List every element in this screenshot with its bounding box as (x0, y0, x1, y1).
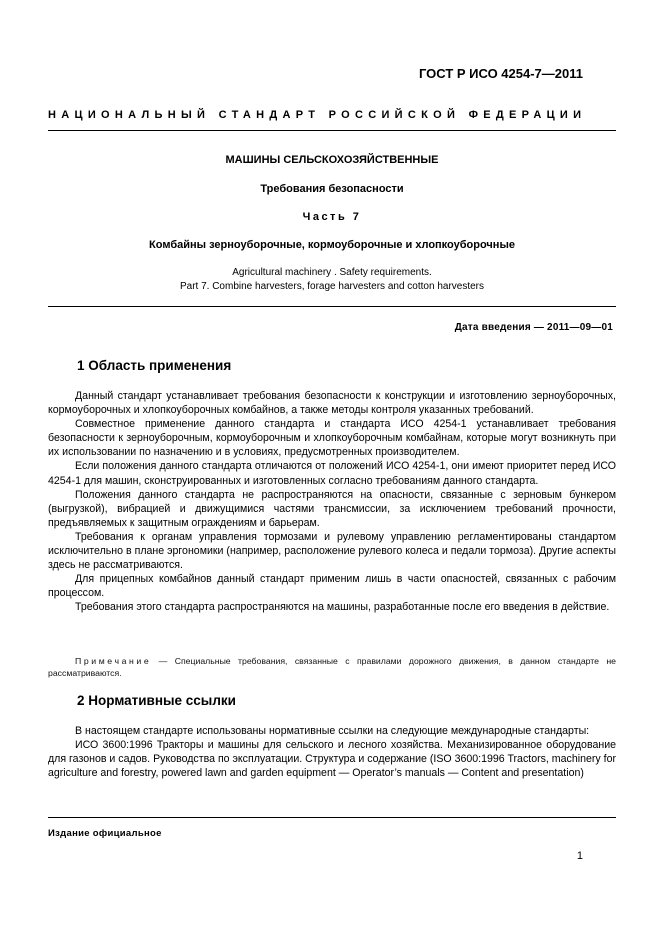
top-divider (48, 130, 616, 131)
section2-heading: 2 Нормативные ссылки (77, 693, 236, 708)
section1-paragraph: Положения данного стандарта не распространяются на опасности, связанные с зерновым бункером (выгрузкой), вибрацией и движущимися частями трансмиссии, за исключением требований прочности, предъявляемых к защитным ограждениям и барьерам. (48, 488, 616, 529)
document-part: Часть 7 (302, 211, 362, 223)
footer-divider (48, 817, 616, 818)
section1-paragraph: Совместное применение данного стандарта и стандарта ИСО 4254-1 устанавливает требования безопасности к зерноуборочным, кормоуборочным и хлопкоуборочным комбайнам, которые могут возникнуть при их использовании по назначению и в условиях, предусмотренных производителем. (48, 418, 616, 459)
english-title-line2: Part 7. Combine harvesters, forage harvesters and cotton harvesters (179, 281, 485, 292)
section1-heading: 1 Область применения (77, 358, 232, 373)
note-text: — Специальные требования, связанные с правилами дорожного движения, в данном стандарте не рассматриваются. (48, 656, 616, 678)
note-label: Примечание (75, 656, 152, 666)
section1-paragraph: Если положения данного стандарта отличаются от положений ИСО 4254-1, они имеют приоритет перед ИСО 4254-1 для машин, сконструированных и изготовленных согласно требованиям данного стандарта. (48, 460, 616, 487)
section2-paragraph: ИСО 3600:1996 Тракторы и машины для сельского и лесного хозяйства. Механизированное оборудование для газонов и садов. Руководства по эксплуатации. Структура и содержание (ISO 3600:1996 Tractors, machinery for agriculture and forestry, powered lawn and garden equipment — Operator’s manuals — Content and presentation) (48, 739, 616, 780)
section1-paragraph: Требования к органам управления тормозами и рулевому управлению регламентированы стандартом исключительно в плане эргономики (например, расположение рулевого колеса и педали тормоза). Другие аспекты здесь не рассматриваются. (48, 530, 616, 572)
date-introduced: Дата введения — 2011—09—01 (454, 322, 613, 333)
section1-paragraph: Для прицепных комбайнов данный стандарт применим лишь в части опасностей, связанных с рабочим процессом. (48, 573, 616, 600)
document-description: Комбайны зерноуборочные, кормоуборочные и хлопкоуборочные (149, 239, 515, 251)
page-number: 1 (576, 850, 583, 862)
english-title (48, 266, 616, 294)
section2-paragraph: В настоящем стандарте использованы нормативные ссылки на следующие международные стандарты: (75, 725, 590, 737)
national-standard-title: НАЦИОНАЛЬНЫЙ СТАНДАРТ РОССИЙСКОЙ ФЕДЕРАЦИИ (48, 109, 587, 121)
section2-body (48, 724, 616, 780)
document-title: МАШИНЫ СЕЛЬСКОХОЗЯЙСТВЕННЫЕ (225, 154, 439, 166)
section1-note (48, 655, 616, 679)
standard-number: ГОСТ Р ИСО 4254-7—2011 (418, 66, 583, 81)
english-title-line1: Agricultural machinery . Safety requirements. (232, 267, 432, 278)
section1-body (48, 389, 616, 615)
section1-paragraph: Требования этого стандарта распространяются на машины, разработанные после его введения в действие. (75, 601, 610, 614)
edition-label: Издание официальное (48, 828, 162, 839)
section1-paragraph: Данный стандарт устанавливает требования безопасности к конструкции и изготовлению зерноуборочных, кормоуборочных и хлопкоуборочных комбайнов, а также методы контроля указанных требований. (48, 390, 616, 417)
document-subtitle: Требования безопасности (260, 183, 404, 195)
title-divider (48, 306, 616, 307)
